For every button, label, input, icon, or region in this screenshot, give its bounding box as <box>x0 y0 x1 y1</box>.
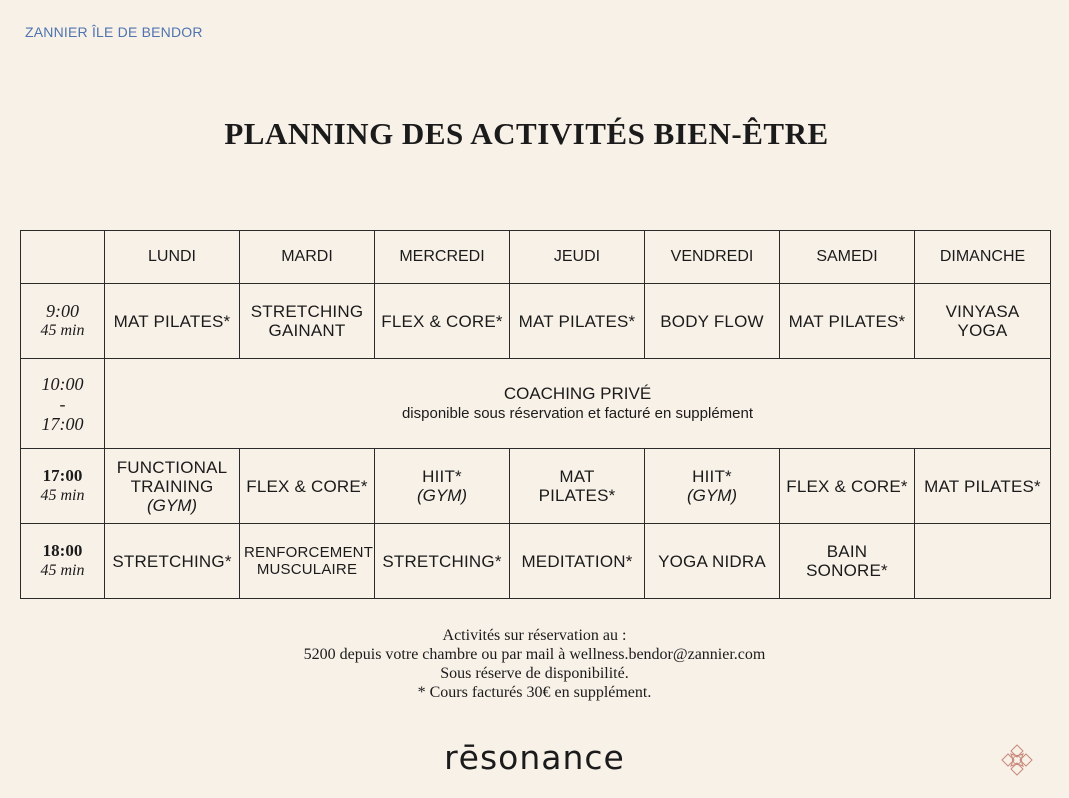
activity-name-line2: YOGA <box>957 321 1008 340</box>
activity-name: MAT PILATES* <box>518 311 636 331</box>
time-cell <box>21 359 105 449</box>
flower-ornament-icon <box>1000 743 1034 777</box>
activity-location: (GYM) <box>416 486 468 505</box>
day-header: SAMEDI <box>780 231 915 284</box>
activity-name: MAT PILATES* <box>113 311 231 331</box>
time-cell <box>21 284 105 359</box>
activity-cell <box>105 524 240 599</box>
activity-cell <box>375 284 510 359</box>
price-note: * Cours facturés 30€ en supplément. <box>417 684 652 701</box>
activity-name: FLEX & CORE* <box>381 311 503 331</box>
activity-cell <box>780 284 915 359</box>
table-row <box>21 284 1051 359</box>
time-label: 17:00 <box>42 466 83 485</box>
activity-name-line2: MUSCULAIRE <box>256 561 358 578</box>
activity-name: STRETCHING* <box>112 551 232 571</box>
activity-cell <box>105 284 240 359</box>
table-row <box>21 449 1051 524</box>
brand-name: ZANNIER ÎLE DE BENDOR <box>25 24 203 40</box>
time-label: 18:00 <box>42 541 83 560</box>
activity-cell <box>780 524 915 599</box>
resonance-logo: rēsonance <box>444 738 625 777</box>
activity-cell <box>240 449 375 524</box>
time-cell <box>21 449 105 524</box>
activity-cell <box>240 524 375 599</box>
activity-cell-empty <box>915 524 1051 599</box>
activity-cell <box>105 449 240 524</box>
activity-cell <box>240 284 375 359</box>
activity-name: STRETCHING* <box>382 551 502 571</box>
header-row <box>21 231 1051 284</box>
day-header: LUNDI <box>105 231 240 284</box>
activity-name: FLEX & CORE* <box>246 476 368 496</box>
activity-name-line2: SONORE* <box>806 561 888 580</box>
activity-name: MAT PILATES* <box>788 311 906 331</box>
activity-location: (GYM) <box>146 495 198 515</box>
time-label: 9:00 <box>46 301 79 321</box>
day-header: DIMANCHE <box>915 231 1051 284</box>
activity-name: FUNCTIONAL <box>116 457 228 477</box>
day-header: MERCREDI <box>375 231 510 284</box>
activity-name: MEDITATION* <box>521 551 633 571</box>
time-start-label: 10:00 <box>41 373 84 394</box>
activity-name: HIIT* <box>692 467 732 486</box>
schedule-table <box>20 230 1051 599</box>
activity-cell <box>915 284 1051 359</box>
activity-name: RENFORCEMENT <box>244 544 374 561</box>
corner-cell <box>21 231 105 284</box>
coaching-cell <box>105 359 1051 449</box>
activity-cell <box>780 449 915 524</box>
duration-label: 45 min <box>40 322 85 339</box>
activity-cell <box>510 284 645 359</box>
activity-cell <box>915 449 1051 524</box>
activity-name-line2: GAINANT <box>268 321 346 340</box>
day-header: VENDREDI <box>645 231 780 284</box>
coaching-title: COACHING PRIVÉ <box>503 384 652 403</box>
activity-location: (GYM) <box>686 486 738 505</box>
activity-cell <box>645 524 780 599</box>
activity-name: VINYASA <box>945 302 1020 321</box>
time-cell <box>21 524 105 599</box>
activity-name: MAT <box>559 467 595 486</box>
page-title: PLANNING DES ACTIVITÉS BIEN-ÊTRE <box>224 116 829 151</box>
table-row <box>21 524 1051 599</box>
activity-cell <box>510 449 645 524</box>
activity-name: BAIN <box>826 542 868 561</box>
activity-name-line2: PILATES* <box>538 486 616 505</box>
duration-label: 45 min <box>40 487 85 504</box>
activity-name: FLEX & CORE* <box>786 476 908 496</box>
table-row <box>21 359 1051 449</box>
coaching-note: disponible sous réservation et facturé en supplément <box>401 405 754 422</box>
activity-cell <box>375 524 510 599</box>
time-separator: - <box>59 393 66 414</box>
booking-info <box>0 626 1069 702</box>
day-header: MARDI <box>240 231 375 284</box>
activity-cell <box>510 524 645 599</box>
activity-name: MAT PILATES* <box>924 476 1041 496</box>
activity-name: BODY FLOW <box>660 311 764 331</box>
duration-label: 45 min <box>40 562 85 579</box>
booking-contact: 5200 depuis votre chambre ou par mail à wellness.bendor@zannier.com <box>303 646 766 663</box>
activity-name-line2: TRAINING <box>130 476 214 496</box>
activity-cell <box>375 449 510 524</box>
activity-name: YOGA NIDRA <box>658 551 766 571</box>
day-header: JEUDI <box>510 231 645 284</box>
activity-name: HIIT* <box>422 467 462 486</box>
availability-note: Sous réserve de disponibilité. <box>440 665 629 682</box>
booking-line: Activités sur réservation au : <box>442 627 627 644</box>
activity-cell <box>645 449 780 524</box>
time-end-label: 17:00 <box>41 413 84 434</box>
activity-name: STRETCHING <box>250 302 364 321</box>
activity-cell <box>645 284 780 359</box>
